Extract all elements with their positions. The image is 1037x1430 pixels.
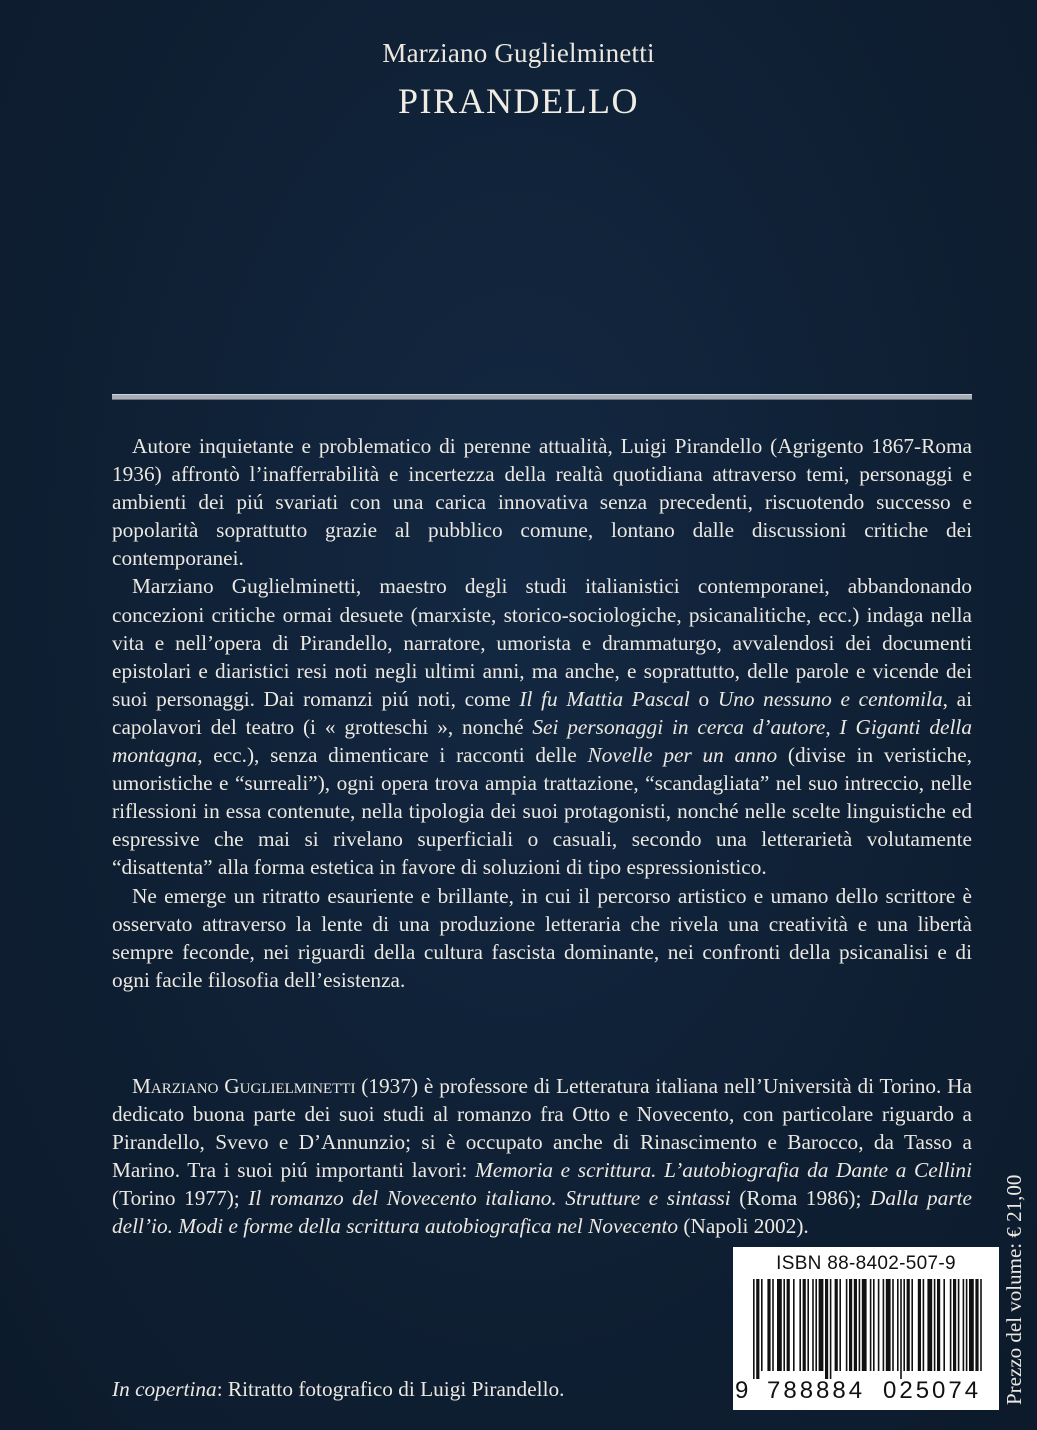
text-run: (Roma 1986); — [730, 1186, 870, 1211]
isbn-label: ISBN 88-8402-507-9 — [776, 1253, 956, 1274]
barcode-bar — [846, 1279, 848, 1371]
work-title: Dalla parte dell’io. Modi e forme della scrittura autobiografica nel Novecento — [112, 1186, 972, 1239]
barcode-bar — [937, 1279, 940, 1371]
barcode-bar — [907, 1279, 910, 1371]
work-title: Il fu Mattia Pascal — [519, 686, 690, 711]
barcode-bar — [950, 1279, 952, 1371]
barcode-bar — [900, 1279, 902, 1379]
divider-rule — [112, 394, 972, 400]
barcode-bar — [958, 1279, 960, 1371]
barcode-bar — [807, 1279, 809, 1371]
blurb-paragraph-3: Ne emerge un ritratto esauriente e brillante, in cui il percorso artistico e umano dello scrittore è osservato attraverso la lente di una produzione letteraria che rivela una creatività e una libertà sempre feconde, nei riguardi della cultura fascista dominante, nei confronti della psicanalisi e di ogni facile filosofia dell’esistenza. — [112, 883, 972, 992]
barcode-bar — [819, 1279, 824, 1371]
barcode-bar — [934, 1279, 936, 1371]
barcode-bar — [799, 1279, 801, 1371]
barcode-bar — [854, 1279, 857, 1371]
barcode-bar — [859, 1279, 861, 1371]
barcode-bars — [745, 1279, 987, 1379]
barcode-bar — [812, 1279, 814, 1371]
barcode-bar — [975, 1279, 978, 1371]
text-run: o — [689, 686, 718, 711]
text-run: , ai capolavori del teatro (i « grotteschi », nonché — [112, 686, 972, 739]
bio-paragraph — [112, 1072, 972, 1241]
barcode-bar — [892, 1279, 894, 1371]
barcode-bar — [772, 1279, 774, 1371]
blurb-paragraph-1: Autore inquietante e problematico di perenne attualità, Luigi Pirandello (Agrigento 1867-Roma 1936) affrontò l’inafferrabilità e incertezza della realtà quotidiana attraverso temi, personaggi e ambienti dei piú svariati con una carica innovativa senza precedenti, riscuotendo successo e popolarità soprattutto grazie al pubblico comune, lontano dalle discussioni critiche dei contemporanei. — [112, 434, 972, 571]
work-title: Il romanzo del Novecento italiano. Strutture e sintassi — [248, 1186, 731, 1211]
barcode-bar — [862, 1279, 867, 1371]
barcode-bar — [966, 1279, 968, 1371]
price-label: Prezzo del volume: € 21,00 — [1002, 1174, 1026, 1405]
barcode-bar — [943, 1279, 945, 1371]
text-run: , ecc.), senza dimenticare i racconti delle — [197, 743, 588, 768]
barcode-bar — [793, 1279, 795, 1371]
ean-left-group: 788884 — [767, 1377, 866, 1404]
credit-text: : Ritratto fotografico di Luigi Pirandello. — [216, 1377, 565, 1401]
barcode-bar — [761, 1279, 763, 1371]
barcode-bar — [870, 1279, 872, 1371]
bio-author-name: Marziano Guglielminetti — [132, 1074, 356, 1098]
cover-title: PIRANDELLO — [398, 81, 639, 121]
barcode-bar — [803, 1279, 806, 1371]
barcode-bar — [927, 1279, 932, 1371]
blurb-paragraph-2 — [112, 572, 972, 881]
work-title: Novelle per un anno — [587, 743, 778, 768]
barcode-bar — [878, 1279, 880, 1371]
barcode-bar — [903, 1279, 905, 1371]
barcode-bar — [918, 1279, 921, 1371]
barcode-bar — [783, 1279, 785, 1371]
barcode-bar — [969, 1279, 974, 1371]
text-run: (1937) è professore di Letteratura italiana nell’Università di Torino. Ha dedicato buona parte dei suoi studi al romanzo fra Otto e Novecento, con particolare riguardo a Pirandello, Svevo e D’Annunzio; si è occupato anche di Rinascimento e Barocco, da Tasso a Marino. Tra i suoi piú importanti lavori: — [112, 1074, 972, 1183]
credit-label: In copertina — [112, 1377, 217, 1401]
ean-right-group: 025074 — [883, 1377, 982, 1404]
barcode-bar — [963, 1279, 965, 1371]
barcode-bar — [767, 1279, 770, 1371]
barcode-bar — [839, 1279, 841, 1371]
barcode-bar — [825, 1279, 828, 1379]
blurb-text — [112, 432, 972, 994]
barcode-bar — [980, 1279, 982, 1371]
text-run: (Torino 1977); — [112, 1186, 249, 1211]
work-title: Uno nessuno e centomila — [717, 686, 943, 711]
barcode-bar — [835, 1279, 838, 1371]
cover-credit — [112, 1377, 564, 1402]
barcode-bar — [923, 1279, 925, 1371]
text-run: (Napoli 2002). — [678, 1214, 809, 1239]
barcode-bar — [911, 1279, 913, 1371]
work-title: Sei personaggi in cerca d’autore, I Giganti della montagna — [112, 714, 972, 768]
barcode-bar — [886, 1279, 891, 1371]
barcode-bar — [815, 1279, 817, 1371]
ean-first-digit: 9 — [735, 1377, 749, 1404]
barcode-bar — [830, 1279, 832, 1379]
barcode-bar — [753, 1279, 755, 1379]
barcode-bar — [787, 1279, 790, 1371]
barcode-bar — [849, 1279, 852, 1371]
text-run: (divise in veristiche, umoristiche e “surreali”), ogni opera trova ampia trattazione, “scandagliata” nel suo intreccio, nelle riflessioni in essa contenute, nella tipologia dei suoi protagonisti, nonché nelle scelte linguistiche ed espressive che mai si rivelano superficiali o casuali, secondo una letterarietà volutamente “disattenta” alla forma estetica in favore di soluzioni di tipo espressionistico. — [112, 743, 972, 880]
barcode-bar — [883, 1279, 885, 1371]
barcode-bar — [953, 1279, 956, 1371]
author-bio — [112, 1072, 972, 1241]
work-title: Memoria e scrittura. L’autobiografia da Dante a Cellini — [474, 1158, 972, 1183]
text-run: Marziano Guglielminetti, maestro degli studi italianistici contemporanei, abbandonando concezioni critiche ormai desuete (marxiste, storico-sociologiche, psicanalitiche, ecc.) indaga nella vita e nell’opera di Pirandello, narratore, umorista e drammaturgo, avvalendosi dei documenti epistolari e diaristici resi noti negli ultimi anni, ma anche, e soprattutto, delle parole e vicende dei suoi personaggi. Dai romanzi piú noti, come — [112, 574, 972, 711]
barcode-bar — [756, 1279, 759, 1379]
barcode-bar — [777, 1279, 782, 1371]
barcode-bar — [873, 1279, 875, 1371]
barcode-box — [733, 1247, 999, 1410]
barcode-bar — [897, 1279, 899, 1371]
cover-author: Marziano Guglielminetti — [382, 38, 655, 68]
